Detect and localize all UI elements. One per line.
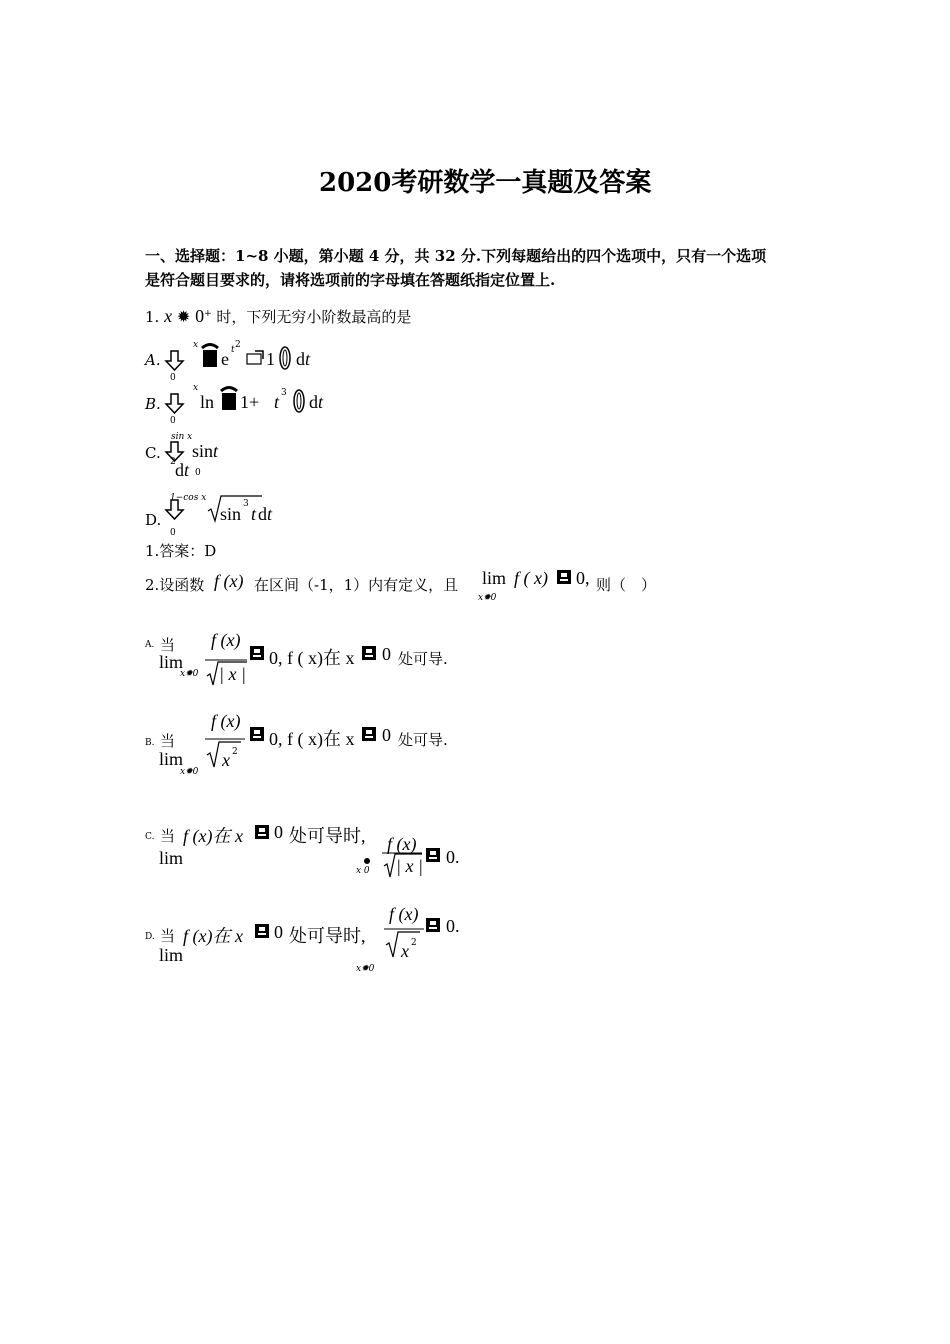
bracket-icon xyxy=(201,342,219,368)
q2-a-lim: lim xyxy=(159,652,184,672)
q1-c-sin: sint xyxy=(192,441,219,461)
q2-d-sq: 2 xyxy=(411,938,417,948)
q2-d-num: f (x) xyxy=(389,904,419,924)
q1-d-upper: 1−cos x xyxy=(170,493,207,503)
q2-b-zero: 0 xyxy=(382,725,391,745)
instructions-line-2: 是符合题目要求的，请将选项前的字母填在答题纸指定位置上. xyxy=(145,271,556,289)
equals-box-icon xyxy=(362,646,376,660)
q2-c-lim: lim xyxy=(159,848,184,868)
q2-option-c-label: C. xyxy=(145,832,155,842)
q2-a-rest: 0, f ( x)在 x xyxy=(269,648,355,668)
q2-b-tail: 处可导. xyxy=(398,731,448,749)
q1-option-a-label: A. xyxy=(145,351,161,369)
q1-b-upper: x xyxy=(193,383,199,393)
integral-icon xyxy=(165,499,185,521)
paren-icon xyxy=(278,345,292,371)
q2-b-lim: lim xyxy=(159,749,184,769)
q2-c-num: f (x) xyxy=(387,834,417,854)
q1-answer: 1.答案：D xyxy=(145,542,217,560)
integral-icon xyxy=(165,393,185,415)
q2-d-dang: 当 xyxy=(160,927,176,945)
tends-to-icon: ✹ xyxy=(176,307,191,326)
instructions-line-1: 一、选择题：1~8 小题，第小题 4 分，共 32 分.下列每题给出的四个选项中，只有一个选项 xyxy=(145,247,767,265)
q1-c-upper: sin x xyxy=(171,432,193,442)
q1-d-dt: dt xyxy=(258,504,273,524)
q2-option-a-label: A. xyxy=(145,640,155,650)
q2-c-dang: 当 xyxy=(160,827,176,845)
q2-d-lim: lim xyxy=(159,945,184,965)
q1-b-ln: ln xyxy=(200,392,215,412)
q1-a-e: e xyxy=(221,349,229,369)
q2-fx: f (x) xyxy=(214,571,244,591)
q2-stem-c: 则（ ） xyxy=(596,576,657,594)
q1-a-dt: dt xyxy=(296,349,311,369)
q2-b-sq: 2 xyxy=(232,747,238,757)
q1-d-t: t xyxy=(251,504,257,524)
q1-plus: + xyxy=(204,309,212,319)
q2-b-rest: 0, f ( x)在 x xyxy=(269,729,355,749)
q1-stem-text: 时，下列无穷小阶数最高的是 xyxy=(216,308,412,326)
q2-lim-f: f ( x) xyxy=(514,568,548,588)
q1-a-one: 1 xyxy=(266,349,275,369)
q1-b-three: 3 xyxy=(281,388,287,398)
q2-a-num: f (x) xyxy=(211,630,241,650)
q2-lim: lim xyxy=(482,568,507,588)
fraction-bar xyxy=(205,738,245,740)
q2-c-end: 0. xyxy=(446,847,460,867)
q1-var-x: x xyxy=(164,306,173,326)
equals-box-icon xyxy=(426,918,440,932)
q2-d-mid: 处可导时, xyxy=(289,926,366,946)
q2-d-sub: x✹0 xyxy=(356,964,375,974)
q2-eq0: 0, xyxy=(576,568,590,588)
q1-c-two: 2 xyxy=(170,457,176,467)
q2-a-dang: 当 xyxy=(160,636,176,654)
q2-stem-a: 2.设函数 xyxy=(145,576,205,594)
q2-c-fx: f (x)在 x xyxy=(183,826,243,846)
q1-d-sin: sin xyxy=(220,504,242,524)
q2-d-zero: 0 xyxy=(274,922,283,942)
equals-box-icon xyxy=(255,924,269,938)
q1-b-onep: 1+ xyxy=(240,392,260,412)
q2-option-b-label: B. xyxy=(145,738,155,748)
q2-sub: x✹0 xyxy=(478,593,497,603)
q2-a-den: | x | xyxy=(219,664,246,684)
q1-b-lower: 0 xyxy=(170,416,176,426)
paren-icon xyxy=(292,388,306,414)
q2-d-fx: f (x)在 x xyxy=(183,926,243,946)
integral-icon xyxy=(165,350,185,372)
q1-option-c-label: C. xyxy=(145,444,161,462)
q2-c-sub: x 0 xyxy=(356,866,370,876)
q1-a-upper: x xyxy=(193,340,199,350)
q1-a-two: 2 xyxy=(235,340,241,350)
q1-zero: 0 xyxy=(195,306,205,326)
page-title: 2020考研数学一真题及答案 xyxy=(319,168,652,198)
equals-box-icon xyxy=(250,727,264,741)
q2-a-sub: x✹0 xyxy=(180,669,199,679)
q2-b-den: x xyxy=(222,750,230,770)
equals-box-icon xyxy=(250,646,264,660)
equals-box-icon xyxy=(557,570,571,584)
bracket-icon xyxy=(220,385,238,411)
q1-stem xyxy=(145,306,411,327)
q2-b-sub: x✹0 xyxy=(180,767,199,777)
q2-c-den: | x | xyxy=(396,856,423,876)
q2-c-mid: 处可导时, xyxy=(289,826,366,846)
q2-d-den: x xyxy=(401,941,409,961)
q2-b-dang: 当 xyxy=(160,732,176,750)
equals-box-icon xyxy=(255,825,269,839)
q1-c-dt: dt xyxy=(175,460,190,480)
minus-box-icon xyxy=(246,350,266,366)
q2-b-num: f (x) xyxy=(211,711,241,731)
q2-stem-b: 在区间（-1，1）内有定义，且 xyxy=(254,576,459,594)
q2-c-zero: 0 xyxy=(274,822,283,842)
q1-option-d-label: D. xyxy=(145,511,162,529)
q1-a-lower: 0 xyxy=(170,373,176,383)
equals-box-icon xyxy=(362,727,376,741)
q1-b-dt: dt xyxy=(309,392,324,412)
approach-dot-icon xyxy=(363,857,371,865)
q1-d-lower: 0 xyxy=(170,528,176,538)
fraction-bar xyxy=(384,928,424,930)
q1-b-t: t xyxy=(274,392,280,412)
q1-number: 1. xyxy=(145,308,160,326)
q1-d-three: 3 xyxy=(243,499,249,509)
equals-box-icon xyxy=(426,848,440,862)
q2-a-zero: 0 xyxy=(382,644,391,664)
q1-option-b-label: B. xyxy=(145,395,161,413)
q1-c-zero: 0 xyxy=(195,468,201,478)
q1-a-t-exp: t xyxy=(231,345,235,355)
q2-d-end: 0. xyxy=(446,916,460,936)
q2-a-tail: 处可导. xyxy=(398,650,448,668)
q2-option-d-label: D. xyxy=(145,932,155,942)
